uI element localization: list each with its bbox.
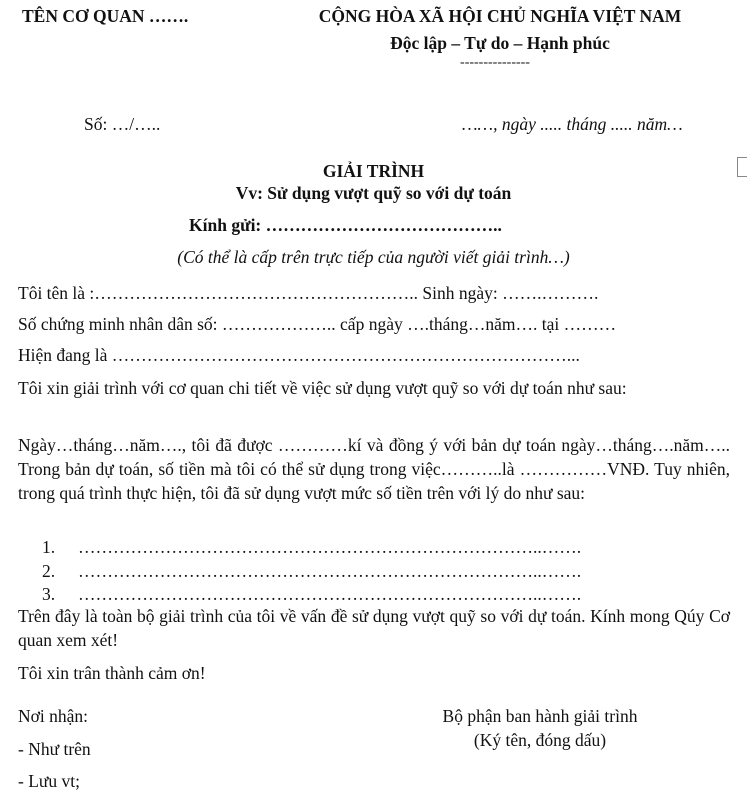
signer-title: Bộ phận ban hành giải trình [442, 706, 638, 726]
intro-paragraph: Tôi xin giải trình với cơ quan chi tiết về việc sử dụng vượt quỹ so với dự toán như sau: [18, 378, 627, 398]
national-title: CỘNG HÒA XÃ HỘI CHỦ NGHĨA VIỆT NAM [318, 6, 682, 26]
reason-number: 2. [42, 561, 56, 581]
document-number: Số: …/….. [84, 114, 161, 134]
recipients-label: Nơi nhận: [18, 706, 89, 726]
reason-blank: ……………………………………………………………………..……. [78, 584, 582, 604]
reason-number: 3. [42, 584, 56, 604]
page-corner-mark [737, 157, 747, 177]
thanks-line: Tôi xin trân thành cảm ơn! [18, 663, 206, 683]
agency-name: TÊN CƠ QUAN ……. [22, 6, 189, 26]
document-subject: Vv: Sử dụng vượt quỹ so với dự toán [235, 183, 512, 203]
addressee-note: (Có thể là cấp trên trực tiếp của người viết giải trình…) [177, 247, 570, 267]
reason-number: 1. [42, 537, 56, 557]
document-date: ……, ngày ..... tháng ..... năm… [462, 114, 683, 134]
name-line: Tôi tên là :……………………………………………….. Sinh ngày: …….………. [18, 283, 599, 303]
id-line: Số chứng minh nhân dân số: ……………….. cấp ngày ….tháng…năm…. tại ……… [18, 314, 617, 334]
addressee-line: Kính gửi: ………………………………….. [189, 215, 502, 235]
detail-paragraph: Ngày…tháng…năm…., tôi đã được …………kí và đồng ý với bản dự toán ngày…tháng….năm….. Trong bản dự toán, số tiền mà tôi có thể sử dụng trong việc………..là ……………VNĐ. Tuy nhiên, trong quá trình thực hiện, tôi đã sử dụng vượt mức số tiền trên với lý do như sau: [18, 435, 730, 503]
national-motto: Độc lập – Tự do – Hạnh phúc [390, 33, 610, 53]
position-line: Hiện đang là ……………………………………………………………………... [18, 345, 580, 365]
signer-note: (Ký tên, đóng dấu) [473, 730, 607, 750]
recipient-item: - Như trên [18, 739, 91, 759]
recipient-item: - Lưu vt; [18, 771, 80, 791]
reason-blank: ……………………………………………………………………..……. [78, 537, 582, 557]
document-title: GIẢI TRÌNH [322, 161, 425, 181]
closing-paragraph: Trên đây là toàn bộ giải trình của tôi về vấn đề sử dụng vượt quỹ so với dự toán. Kính mong Qúy Cơ quan xem xét! [18, 606, 730, 650]
reason-blank: ……………………………………………………………………..……. [78, 561, 582, 581]
motto-divider: --------------- [460, 55, 530, 70]
